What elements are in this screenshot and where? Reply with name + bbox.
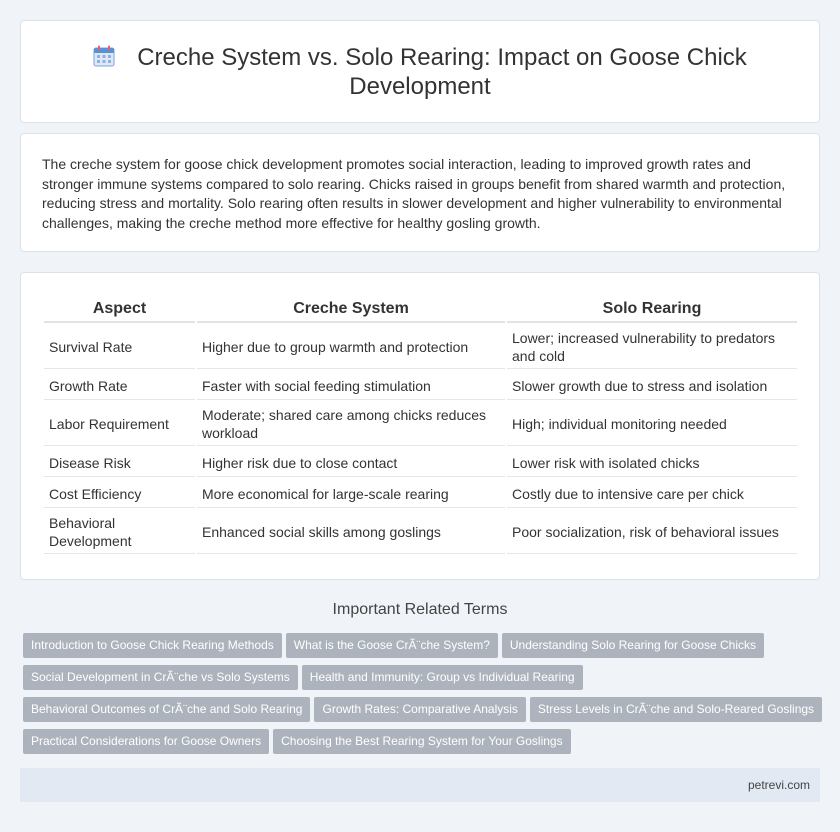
footer <box>20 768 820 802</box>
related-terms-title: Important Related Terms <box>332 601 508 618</box>
footer-site-link[interactable]: petrevi.com <box>747 778 810 792</box>
header-solo: Solo Rearing <box>507 297 797 323</box>
table-cell: Faster with social feeding stimulation <box>197 371 505 400</box>
table-cell: Growth Rate <box>44 371 195 400</box>
calendar-icon <box>93 45 115 67</box>
table-row <box>44 371 797 400</box>
tag-link[interactable]: Understanding Solo Rearing for Goose Chicks <box>502 633 764 658</box>
title-card <box>20 20 820 123</box>
tag-link[interactable]: Choosing the Best Rearing System for Your Goslings <box>273 729 570 754</box>
table-row <box>44 479 797 508</box>
table-cell: Cost Efficiency <box>44 479 195 508</box>
table-cell: Higher risk due to close contact <box>197 448 505 477</box>
table-cell: Costly due to intensive care per chick <box>507 479 797 508</box>
table-row <box>44 402 797 446</box>
tag-link[interactable]: What is the Goose CrÃ¨che System? <box>286 633 498 658</box>
tag-link[interactable]: Introduction to Goose Chick Rearing Methods <box>23 633 282 658</box>
table-row <box>44 448 797 477</box>
tag-link[interactable]: Practical Considerations for Goose Owners <box>23 729 269 754</box>
table-cell: Labor Requirement <box>44 402 195 446</box>
tag-link[interactable]: Growth Rates: Comparative Analysis <box>314 697 525 722</box>
table-cell: Lower risk with isolated chicks <box>507 448 797 477</box>
comparison-card <box>20 272 820 580</box>
table-cell: Behavioral Development <box>44 510 195 554</box>
tag-link[interactable]: Social Development in CrÃ¨che vs Solo Systems <box>23 665 298 690</box>
comparison-table <box>42 295 799 556</box>
tag-row <box>23 665 823 697</box>
table-cell: Slower growth due to stress and isolation <box>507 371 797 400</box>
header-creche: Creche System <box>197 297 505 323</box>
table-cell: Disease Risk <box>44 448 195 477</box>
table-cell: Moderate; shared care among chicks reduces workload <box>197 402 505 446</box>
table-header-row <box>44 297 797 323</box>
table-cell: Higher due to group warmth and protection <box>197 325 505 369</box>
intro-card <box>20 133 820 252</box>
intro-paragraph: The creche system for goose chick development promotes social interaction, leading to improved growth rates and stronger immune systems compared to solo rearing. Chicks raised in groups benefit from shared warmth and protection, reducing stress and mortality. Solo rearing often results in slower development and higher vulnerability to environmental challenges, making the creche method more effective for healthy gosling growth. <box>42 156 786 231</box>
table-cell: Lower; increased vulnerability to predators and cold <box>507 325 797 369</box>
table-row <box>44 325 797 369</box>
tag-link[interactable]: Health and Immunity: Group vs Individual Rearing <box>302 665 583 690</box>
tag-link[interactable]: Stress Levels in CrÃ¨che and Solo-Reared Goslings <box>530 697 822 722</box>
table-cell: More economical for large-scale rearing <box>197 479 505 508</box>
table-cell: Enhanced social skills among goslings <box>197 510 505 554</box>
table-cell: Survival Rate <box>44 325 195 369</box>
header-aspect: Aspect <box>44 297 195 323</box>
table-cell: High; individual monitoring needed <box>507 402 797 446</box>
tag-link[interactable]: Behavioral Outcomes of CrÃ¨che and Solo Rearing <box>23 697 310 722</box>
table-row <box>44 510 797 554</box>
related-terms-tags <box>23 633 823 761</box>
tag-row <box>23 697 823 729</box>
page-title-text: Creche System vs. Solo Rearing: Impact on Goose Chick Development <box>137 44 747 100</box>
page-title <box>21 43 819 101</box>
table-cell: Poor socialization, risk of behavioral issues <box>507 510 797 554</box>
tag-row <box>23 633 823 665</box>
tag-row <box>23 729 823 761</box>
